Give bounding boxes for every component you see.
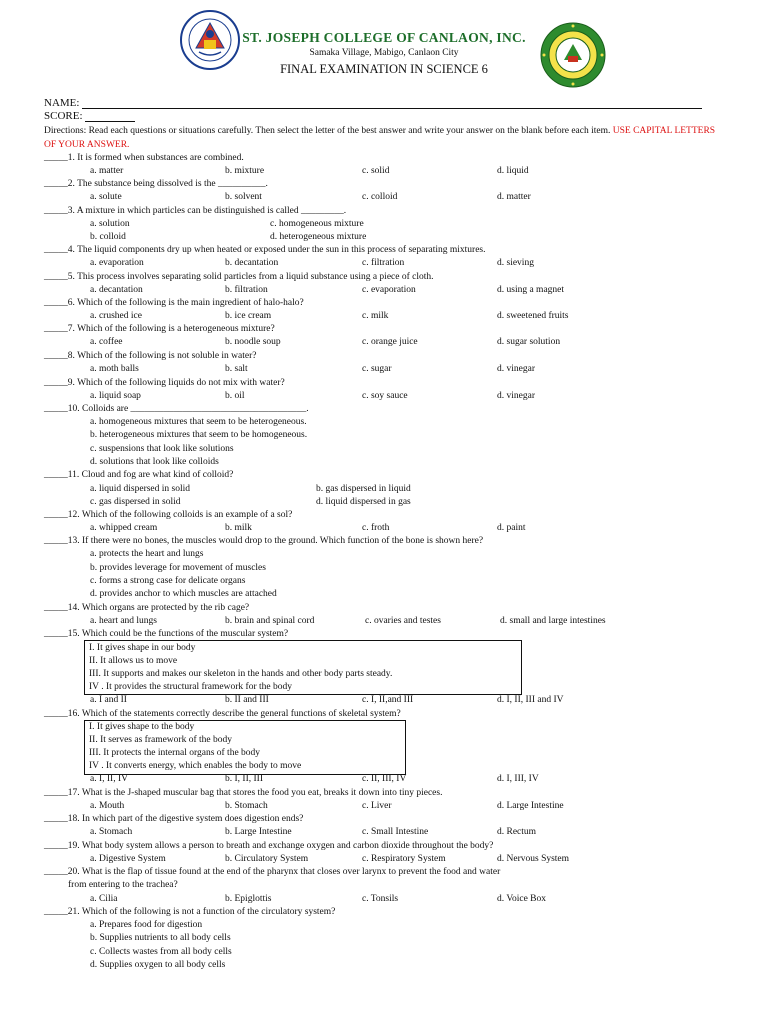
q3-choice-d: d. heterogeneous mixture: [270, 232, 367, 242]
q15-statement-1: I. It gives shape in our body: [89, 643, 196, 653]
name-field[interactable]: [44, 97, 702, 109]
q5-choice-d: d. using a magnet: [497, 285, 565, 295]
q19-choice-b: b. Circulatory System: [225, 854, 309, 864]
q9-choice-b: b. oil: [225, 391, 245, 401]
q17-choice-c: c. Liver: [362, 801, 392, 811]
q18-choice-d: d. Rectum: [497, 827, 537, 837]
question-14: _____14. Which organs are protected by the rib cage?: [44, 603, 250, 613]
question-4: _____4. The liquid components dry up when heated or exposed under the sun in this process of separating mixtures.: [44, 245, 486, 255]
q7-choice-c: c. orange juice: [362, 337, 418, 347]
q13-choice-c: c. forms a strong case for delicate organs: [90, 576, 246, 586]
q16-choice-a: a. I, II, IV: [90, 774, 128, 784]
q19-choice-d: d. Nervous System: [497, 854, 570, 864]
q14-choice-b: b. brain and spinal cord: [225, 616, 315, 626]
q6-choice-c: c. milk: [362, 311, 389, 321]
question-7: _____7. Which of the following is a heterogeneous mixture?: [44, 324, 275, 334]
question-17: _____17. What is the J-shaped muscular bag that stores the food you eat, breaks it down into tiny pieces.: [44, 788, 443, 798]
q13-choice-a: a. protects the heart and lungs: [90, 549, 204, 559]
q5-choice-a: a. decantation: [90, 285, 143, 295]
q18-choice-a: a. Stomach: [90, 827, 133, 837]
q13-choice-b: b. provides leverage for movement of muscles: [90, 563, 266, 573]
score-label: SCORE:: [44, 110, 83, 122]
q21-choice-b: b. Supplies nutrients to all body cells: [90, 933, 231, 943]
q10-choice-d: d. solutions that look like colloids: [90, 457, 219, 467]
q14-choice-d: d. small and large intestines: [500, 616, 606, 626]
question-3: _____3. A mixture in which particles can be distinguished is called _________.: [44, 206, 347, 216]
q2-choice-c: c. colloid: [362, 192, 398, 202]
q14-choice-c: c. ovaries and testes: [365, 616, 441, 626]
question-2: _____2. The substance being dissolved is the __________.: [44, 179, 268, 189]
q4-choice-a: a. evaporation: [90, 258, 144, 268]
q16-choice-d: d. I, III, IV: [497, 774, 539, 784]
q19-choice-a: a. Digestive System: [90, 854, 166, 864]
q18-choice-c: c. Small Intestine: [362, 827, 429, 837]
q11-choice-d: d. liquid dispersed in gas: [316, 497, 411, 507]
q12-choice-d: d. paint: [497, 523, 526, 533]
q15-statement-4: IV . It provides the structural framework for the body: [89, 682, 292, 692]
q9-choice-c: c. soy sauce: [362, 391, 408, 401]
score-field[interactable]: [44, 110, 135, 122]
q4-choice-d: d. sieving: [497, 258, 534, 268]
q7-choice-a: a. coffee: [90, 337, 123, 347]
q8-choice-a: a. moth balls: [90, 364, 139, 374]
q13-choice-d: d. provides anchor to which muscles are attached: [90, 589, 277, 599]
q16-statement-1: I. It gives shape to the body: [89, 722, 195, 732]
school-name: ST. JOSEPH COLLEGE OF CANLAON, INC.: [242, 30, 526, 45]
directions-emphasis: USE CAPITAL LETTERS OF YOUR ANSWER.: [44, 126, 716, 150]
q20-choice-d: d. Voice Box: [497, 894, 546, 904]
q16-statement-4: IV . It converts energy, which enables the body to move: [89, 761, 302, 771]
question-20-continued: from entering to the trachea?: [68, 880, 178, 890]
q1-choice-b: b. mixture: [225, 166, 265, 176]
school-address: Samaka Village, Mabigo, Canlaon City: [309, 48, 459, 58]
question-5: _____5. This process involves separating solid particles from a liquid substance using a piece of cloth.: [44, 272, 434, 282]
q15-choice-b: b. II and III: [225, 695, 269, 705]
exam-header: [0, 0, 768, 95]
name-label: NAME:: [44, 97, 80, 109]
q10-choice-c: c. suspensions that look like solutions: [90, 444, 234, 454]
q3-choice-b: b. colloid: [90, 232, 126, 242]
q5-choice-b: b. filtration: [225, 285, 268, 295]
q12-choice-c: c. froth: [362, 523, 390, 533]
q19-choice-c: c. Respiratory System: [362, 854, 446, 864]
q8-choice-b: b. salt: [225, 364, 248, 374]
question-8: _____8. Which of the following is not soluble in water?: [44, 351, 257, 361]
question-21: _____21. Which of the following is not a function of the circulatory system?: [44, 907, 336, 917]
q21-choice-c: c. Collects wastes from all body cells: [90, 947, 232, 957]
q11-choice-b: b. gas dispersed in liquid: [316, 484, 411, 494]
question-12: _____12. Which of the following colloids is an example of a sol?: [44, 510, 293, 520]
q14-choice-a: a. heart and lungs: [90, 616, 158, 626]
question-9: _____9. Which of the following liquids do not mix with water?: [44, 378, 285, 388]
q15-choice-a: a. I and II: [90, 695, 127, 705]
q15-statement-3: III. It supports and makes our skeleton in the hands and other body parts steady.: [89, 669, 393, 679]
q2-choice-b: b. solvent: [225, 192, 262, 202]
q16-choice-b: b. I, II, III: [225, 774, 263, 784]
question-15: _____15. Which could be the functions of the muscular system?: [44, 629, 289, 639]
q9-choice-d: d. vinegar: [497, 391, 535, 401]
q7-choice-d: d. sugar solution: [497, 337, 561, 347]
q15-choice-c: c. I, II,and III: [362, 695, 414, 705]
question-20: _____20. What is the flap of tissue found at the end of the pharynx that closes over larynx to prevent the food and water: [44, 867, 501, 877]
question-10: _____10. Colloids are _____________________________________.: [44, 404, 309, 414]
question-13: _____13. If there were no bones, the muscles would drop to the ground. Which function of the bone is shown here?: [44, 536, 484, 546]
q3-choice-c: c. homogeneous mixture: [270, 219, 364, 229]
question-11: _____11. Cloud and fog are what kind of colloid?: [44, 470, 234, 480]
q20-choice-a: a. Cilia: [90, 894, 118, 904]
q9-choice-a: a. liquid soap: [90, 391, 141, 401]
q15-statement-2: II. It allows us to move: [89, 656, 178, 666]
q17-choice-d: d. Large Intestine: [497, 801, 564, 811]
q2-choice-d: d. matter: [497, 192, 531, 202]
directions: [44, 125, 724, 152]
q20-choice-b: b. Epiglottis: [225, 894, 272, 904]
q6-choice-b: b. ice cream: [225, 311, 272, 321]
q17-choice-b: b. Stomach: [225, 801, 268, 811]
q6-choice-a: a. crushed ice: [90, 311, 142, 321]
question-19: _____19. What body system allows a person to breath and exchange oxygen and carbon dioxide throughout the body?: [44, 841, 494, 851]
q11-choice-c: c. gas dispersed in solid: [90, 497, 181, 507]
q4-choice-c: c. filtration: [362, 258, 405, 268]
q7-choice-b: b. noodle soup: [225, 337, 281, 347]
q3-choice-a: a. solution: [90, 219, 130, 229]
q1-choice-c: c. solid: [362, 166, 390, 176]
question-18: _____18. In which part of the digestive system does digestion ends?: [44, 814, 304, 824]
q21-choice-d: d. Supplies oxygen to all body cells: [90, 960, 226, 970]
q1-choice-d: d. liquid: [497, 166, 529, 176]
q4-choice-b: b. decantation: [225, 258, 279, 268]
q8-choice-d: d. vinegar: [497, 364, 535, 374]
q5-choice-c: c. evaporation: [362, 285, 416, 295]
q10-choice-a: a. homogeneous mixtures that seem to be heterogeneous.: [90, 417, 307, 427]
name-blank[interactable]: [82, 98, 702, 109]
q8-choice-c: c. sugar: [362, 364, 392, 374]
score-blank[interactable]: [85, 111, 135, 122]
q16-choice-c: c. II, III, IV: [362, 774, 407, 784]
q2-choice-a: a. solute: [90, 192, 122, 202]
school-seal-logo: [540, 22, 606, 88]
question-1: _____1. It is formed when substances are combined.: [44, 153, 244, 163]
q1-choice-a: a. matter: [90, 166, 124, 176]
directions-text: Directions: Read each questions or situations carefully. Then select the letter of the best answer and write your answer on the blank before each item.: [44, 126, 611, 136]
exam-title: FINAL EXAMINATION IN SCIENCE 6: [280, 62, 488, 76]
q16-statement-3: III. It protects the internal organs of the body: [89, 748, 261, 758]
q18-choice-b: b. Large Intestine: [225, 827, 292, 837]
q20-choice-c: c. Tonsils: [362, 894, 399, 904]
q11-choice-a: a. liquid dispersed in solid: [90, 484, 191, 494]
q15-choice-d: d. I, II, III and IV: [497, 695, 564, 705]
q16-statement-2: II. It serves as framework of the body: [89, 735, 232, 745]
q17-choice-a: a. Mouth: [90, 801, 125, 811]
q10-choice-b: b. heterogeneous mixtures that seem to be homogeneous.: [90, 430, 308, 440]
q12-choice-b: b. milk: [225, 523, 252, 533]
question-6: _____6. Which of the following is the main ingredient of halo-halo?: [44, 298, 304, 308]
q6-choice-d: d. sweetened fruits: [497, 311, 569, 321]
question-16: _____16. Which of the statements correctly describe the general functions of skeletal system?: [44, 709, 401, 719]
q12-choice-a: a. whipped cream: [90, 523, 158, 533]
q21-choice-a: a. Prepares food for digestion: [90, 920, 203, 930]
